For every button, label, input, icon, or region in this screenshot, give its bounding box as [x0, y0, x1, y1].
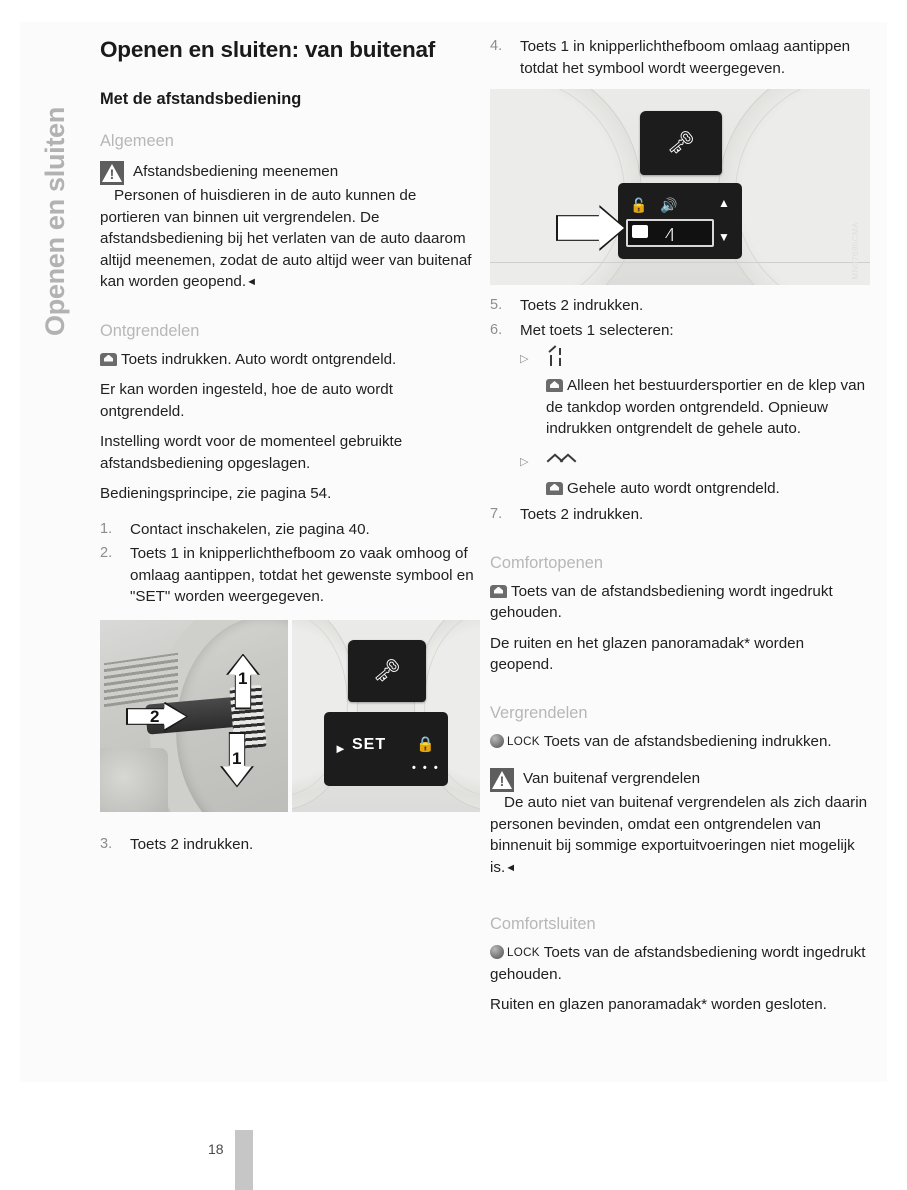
vergrendelen-icon-line-text: Toets van de afstandsbediening indrukken. [543, 732, 832, 750]
callout-arrow-pointer [556, 205, 626, 251]
comfortsluiten-icon-line-text: Toets van de afstandsbediening wordt ingedrukt gehouden. [490, 944, 866, 983]
sub-option-driver-door [520, 347, 870, 440]
step-number: 2. [100, 545, 113, 561]
padlock-icon: 🔒 [416, 735, 436, 753]
key-symbol-panel [348, 640, 426, 702]
open-padlock-icon: 🔓 [630, 197, 649, 213]
sub-options-list [520, 347, 870, 499]
warning-block-afstandsbediening-meenemen [100, 159, 480, 294]
step-text: Toets 2 indrukken. [130, 835, 254, 853]
subsection-heading-comfortopenen: Comfortopenen [490, 553, 603, 572]
step-text: Toets 2 indrukken. [520, 506, 644, 523]
door-slash-indicator: ⁄| [668, 225, 674, 241]
play-arrow-icon: ► [334, 740, 348, 756]
lock-button-icon [490, 734, 504, 748]
driver-door-only-symbol [546, 347, 572, 373]
left-column [100, 36, 480, 858]
step-text: Toets 1 in knipperlichthefboom zo vaak omhoog of omlaag aantippen, totdat het gewenste symbool en "SET" worden weergegeven. [130, 545, 474, 605]
callout-label-2: 2 [150, 706, 160, 726]
step-item [490, 504, 870, 526]
subsection-heading-vergrendelen: Vergrendelen [490, 703, 588, 722]
step-item [100, 543, 480, 608]
vergrendelen-icon-line [490, 731, 870, 753]
instrument-cluster-unlock-symbol-photo [490, 89, 870, 285]
warning-body-text: Personen of huisdieren in de auto kunnen de portieren van binnen uit vergrendelen. De afstandsbediening bij het verlaten van de auto daarom altijd meenemen, zodat de auto altijd weer van buitenaf kan worden geopend. [100, 187, 472, 290]
warning-body [490, 792, 870, 879]
remote-unlock-icon [546, 482, 563, 495]
set-label: SET [352, 735, 387, 753]
step-item [490, 320, 870, 502]
paragraph-opgeslagen: Instelling wordt voor de momenteel gebruikte afstandsbediening opgeslagen. [100, 433, 403, 472]
sub-marker-triangle: ▷ [520, 455, 529, 468]
step-text: Contact inschakelen, zie pagina 40. [130, 520, 370, 538]
comfortsluiten-icon-line [490, 942, 870, 985]
warning-end-marker: ◄ [505, 861, 517, 874]
key-icon: 🗝 [667, 130, 695, 155]
comfortopenen-icon-line-text: Toets van de afstandsbediening wordt ingedrukt gehouden. [490, 582, 833, 621]
page-title: Openen en sluiten: van buitenaf [100, 37, 436, 62]
unlock-icon-line-text: Toets indrukken. Auto wordt ontgrendeld. [121, 350, 397, 368]
sub-option-body [546, 478, 870, 500]
callout-label-1-down: 1 [232, 748, 242, 768]
step-number: 6. [490, 321, 503, 338]
steps-list-right-56 [490, 295, 870, 526]
step-number: 5. [490, 297, 503, 313]
warning-title: Van buitenaf vergrendelen [523, 770, 701, 787]
step-item [100, 519, 480, 541]
subsection-heading-algemeen: Algemeen [100, 132, 174, 150]
lock-label: LOCK [507, 734, 540, 748]
remote-unlock-icon [546, 379, 563, 392]
page-number: 18 [208, 1141, 224, 1157]
cluster-horizon-line [490, 262, 870, 263]
step-text-label: Met toets 1 selecteren: [520, 321, 674, 339]
sub-option-text: Gehele auto wordt ontgrendeld. [567, 479, 780, 497]
sub-option-text: Alleen het bestuurdersportier en de klep van de tankdop worden ontgrendeld. Opnieuw indrukken ontgrendelt de gehele auto. [546, 377, 866, 437]
lock-label: LOCK [507, 946, 540, 959]
warning-triangle-icon [490, 768, 514, 792]
sub-marker-triangle: ▷ [520, 353, 529, 365]
center-console-shape [100, 748, 168, 812]
footer-tab-bar [235, 1130, 253, 1190]
warning-end-marker: ◄ [246, 276, 257, 288]
step-number: 3. [100, 835, 113, 852]
door-block-indicator [632, 225, 648, 238]
speaker-icon: 🔊 [660, 197, 679, 213]
key-icon: 🗝 [373, 657, 401, 683]
all-doors-symbol [546, 450, 574, 476]
comfortsluiten-paragraph: Ruiten en glazen panoramadak* worden gesloten. [490, 996, 827, 1013]
figure-pair-left [100, 614, 480, 822]
step-number: 7. [490, 506, 503, 522]
warning-body-text: De auto niet van buitenaf vergrendelen als zich daarin personen bevinden, omdat een ontgrendelen van binnenuit bij sommige exportuitvoeringen niet mogelijk is. [490, 794, 868, 876]
step-text: Toets 1 in knipperlichthefboom omlaag aantippen totdat het symbool wordt weergegeven. [520, 38, 851, 77]
step-number: 4. [490, 38, 503, 54]
subsection-heading-ontgrendelen: Ontgrendelen [100, 321, 200, 340]
warning-title: Afstandsbediening meenemen [133, 163, 339, 180]
lcd-selection-bar [626, 219, 714, 247]
remote-unlock-icon [100, 353, 117, 366]
callout-label-1-up: 1 [238, 668, 248, 688]
right-column [490, 36, 870, 1025]
warning-block-van-buitenaf-vergrendelen [490, 766, 870, 879]
step-text [520, 320, 870, 502]
instrument-cluster-set-display-photo [292, 620, 480, 812]
paragraph-bedieningsprincipe: Bedieningsprincipe, zie pagina 54. [100, 485, 332, 502]
step-item [490, 295, 870, 317]
sub-option-all-doors [520, 450, 870, 500]
set-display-panel [324, 712, 448, 786]
steps-list-left-cont [100, 834, 480, 856]
down-triangle-icon: ▼ [718, 230, 731, 244]
steering-column-stalk-photo [100, 620, 288, 812]
sub-option-body [546, 375, 870, 440]
warning-body [100, 185, 480, 294]
chapter-tab-label: Openen en sluiten [40, 107, 70, 336]
lock-button-icon [490, 945, 504, 959]
key-symbol-panel [640, 111, 722, 175]
step-number: 1. [100, 520, 113, 537]
step-text: Toets 2 indrukken. [520, 297, 644, 314]
image-watermark: MN07695CMA [850, 221, 860, 279]
ellipsis-indicator: • • • [412, 761, 440, 774]
step-item [100, 834, 480, 856]
unlock-display-panel [618, 183, 742, 259]
warning-triangle-icon [100, 161, 124, 185]
steps-list-right-4 [490, 36, 870, 79]
steps-list-left [100, 519, 480, 608]
step-item [490, 36, 870, 79]
up-triangle-icon: ▲ [718, 196, 731, 210]
remote-unlock-icon [490, 585, 507, 598]
section-title-met-de-afstandsbediening: Met de afstandsbediening [100, 90, 302, 108]
comfortopenen-paragraph: De ruiten en het glazen panoramadak* worden geopend. [490, 634, 805, 673]
paragraph-instelbaar: Er kan worden ingesteld, hoe de auto wordt ontgrendeld. [100, 381, 393, 420]
subsection-heading-comfortsluiten: Comfortsluiten [490, 915, 596, 933]
comfortopenen-icon-line [490, 581, 870, 624]
unlock-icon-line [100, 349, 480, 371]
